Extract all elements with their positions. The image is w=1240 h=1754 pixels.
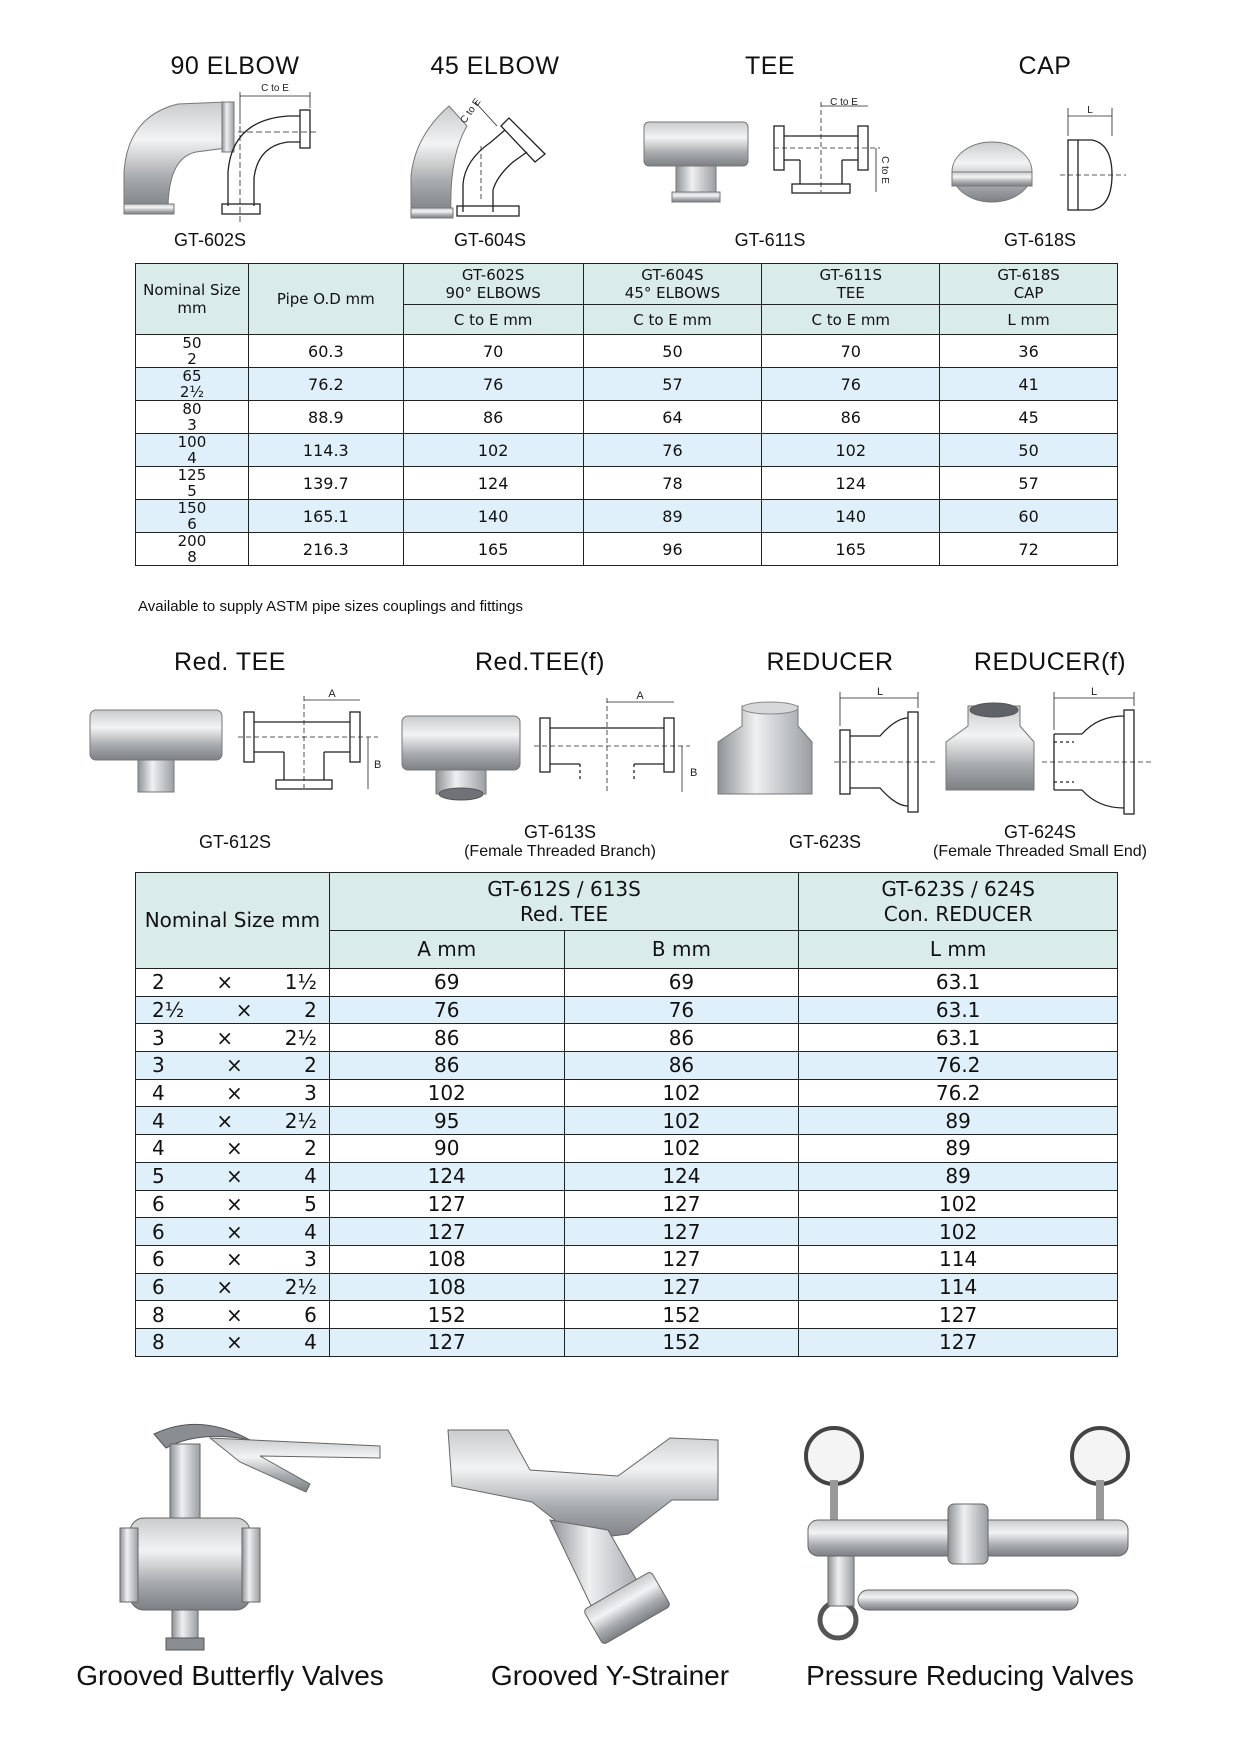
nominal-size-cell [136, 1024, 330, 1052]
dimension-cell: 76 [583, 434, 762, 467]
size-small: 4 [304, 1219, 317, 1244]
l-mm-cell: 63.1 [799, 996, 1118, 1024]
group-name: 45° ELBOWS [624, 284, 721, 302]
times-sign: × [226, 1247, 243, 1272]
l-mm-cell: 102 [799, 1218, 1118, 1246]
nominal-size-cell [136, 1301, 330, 1329]
b-mm-cell: 124 [564, 1162, 799, 1190]
reducer-f-dim-l: L [1090, 686, 1098, 698]
b-mm-cell: 127 [564, 1245, 799, 1273]
header-unit: C to E mm [403, 305, 583, 335]
a-mm-cell: 127 [329, 1328, 564, 1356]
red-tee-figure [88, 688, 388, 810]
nominal-size-cell [136, 434, 249, 467]
l-mm-cell: 76.2 [799, 1079, 1118, 1107]
size-mm: 80 [182, 400, 202, 418]
header-unit: C to E mm [583, 305, 762, 335]
nominal-size-cell [136, 467, 249, 500]
dimension-cell: 41 [940, 368, 1118, 401]
size-big: 5 [152, 1164, 165, 1189]
times-sign: × [226, 1081, 243, 1106]
dimension-cell: 50 [583, 335, 762, 368]
tee-dim-label: C to E [830, 97, 858, 108]
dimension-cell: 60 [940, 500, 1118, 533]
group-name: CAP [1013, 284, 1044, 302]
header-l-mm: L mm [799, 931, 1118, 969]
dimension-cell: 36 [940, 335, 1118, 368]
tee-photo [644, 122, 748, 202]
table-row [136, 1107, 1118, 1135]
pressure-reducing-valve-photo [798, 1420, 1138, 1650]
reducer-f-figure [942, 686, 1162, 816]
nominal-size-cell [136, 1135, 330, 1163]
size-small: 3 [304, 1247, 317, 1272]
size-small: 2½ [284, 1108, 317, 1133]
dimension-cell: 124 [403, 467, 583, 500]
b-mm-cell: 152 [564, 1301, 799, 1329]
size-small: 2½ [284, 1025, 317, 1050]
code-gt624s: GT-624S [1003, 822, 1077, 842]
nominal-size-cell [136, 1162, 330, 1190]
nominal-size-cell [136, 1245, 330, 1273]
b-mm-cell: 127 [564, 1218, 799, 1246]
l-mm-cell: 63.1 [799, 1024, 1118, 1052]
reducer-dim-l: L [876, 686, 884, 698]
dimension-cell: 165 [403, 533, 583, 566]
nominal-size-cell [136, 1190, 330, 1218]
table-row [136, 1328, 1118, 1356]
size-small: 1½ [284, 970, 317, 995]
elbow-45-dim-label: C to E [458, 96, 484, 126]
caption-butterfly-valves: Grooved Butterfly Valves [76, 1660, 384, 1691]
header-nominal-size: Nominal Size mm [136, 264, 249, 335]
dimension-cell: 165 [762, 533, 940, 566]
caption-y-strainer: Grooved Y-Strainer [490, 1660, 730, 1691]
size-big: 6 [152, 1219, 165, 1244]
red-tee-f-figure [400, 688, 710, 818]
table-row [136, 434, 1118, 467]
title-reducer-f: REDUCER(f) [973, 648, 1127, 676]
header-group-gt618s [940, 264, 1118, 305]
title-cap: CAP [1018, 52, 1072, 80]
b-mm-cell: 86 [564, 1052, 799, 1080]
size-inch: 8 [187, 548, 197, 566]
table-row [136, 1024, 1118, 1052]
nominal-size-cell [136, 1273, 330, 1301]
red-tee-f-photo [402, 716, 520, 800]
cap-drawing [1060, 108, 1126, 210]
b-mm-cell: 102 [564, 1079, 799, 1107]
times-sign: × [226, 1330, 243, 1355]
b-mm-cell: 69 [564, 969, 799, 997]
header-a-mm: A mm [329, 931, 564, 969]
a-mm-cell: 127 [329, 1190, 564, 1218]
group-name: TEE [836, 284, 865, 302]
table-row [136, 996, 1118, 1024]
times-sign: × [226, 1053, 243, 1078]
l-mm-cell: 114 [799, 1273, 1118, 1301]
table-row [136, 1245, 1118, 1273]
pipe-od-cell: 139.7 [248, 467, 403, 500]
table-row [136, 368, 1118, 401]
b-mm-cell: 102 [564, 1135, 799, 1163]
elbow-90-dim-label: C to E [261, 83, 289, 94]
size-mm: 65 [182, 367, 202, 385]
group-name: Red. TEE [519, 901, 609, 926]
header-pipe-od: Pipe O.D mm [248, 264, 403, 335]
nominal-size-cell [136, 1107, 330, 1135]
header-group-reducer [799, 873, 1118, 931]
dimension-cell: 64 [583, 401, 762, 434]
size-big: 6 [152, 1247, 165, 1272]
pipe-od-cell: 88.9 [248, 401, 403, 434]
group-code: GT-604S [641, 266, 704, 284]
title-red-tee: Red. TEE [174, 648, 286, 676]
red-tee-f-dim-b: B [690, 767, 698, 779]
group-code: GT-612S / 613S [487, 876, 641, 901]
dimension-cell: 72 [940, 533, 1118, 566]
elbow-45-figure [405, 96, 615, 226]
l-mm-cell: 63.1 [799, 969, 1118, 997]
code-gt623s: GT-623S [788, 832, 862, 852]
header-group-red-tee [329, 873, 798, 931]
code-gt604s: GT-604S [453, 230, 527, 250]
pipe-od-cell: 60.3 [248, 335, 403, 368]
title-tee: TEE [744, 52, 796, 80]
table-row [136, 1135, 1118, 1163]
size-big: 4 [152, 1108, 165, 1133]
size-big: 3 [152, 1025, 165, 1050]
size-big: 3 [152, 1053, 165, 1078]
title-red-tee-f: Red.TEE(f) [474, 648, 606, 676]
reducer-figure [712, 686, 952, 816]
table-row [136, 533, 1118, 566]
red-tee-dim-b: B [374, 759, 382, 771]
header-b-mm: B mm [564, 931, 799, 969]
tee-dim-label-vertical: C to E [879, 156, 890, 184]
size-inch: 5 [187, 482, 197, 500]
table-row [136, 1052, 1118, 1080]
table-row [136, 1190, 1118, 1218]
table-row [136, 1162, 1118, 1190]
nominal-size-cell [136, 996, 330, 1024]
size-mm: 200 [177, 532, 207, 550]
elbow-90-photo [124, 102, 234, 214]
a-mm-cell: 127 [329, 1218, 564, 1246]
l-mm-cell: 89 [799, 1135, 1118, 1163]
dimension-cell: 140 [403, 500, 583, 533]
nominal-size-cell [136, 500, 249, 533]
size-big: 2 [152, 970, 165, 995]
size-mm: 50 [182, 334, 202, 352]
header-group-gt611s [762, 264, 940, 305]
reducer-f-drawing [1042, 692, 1154, 814]
availability-note: Available to supply ASTM pipe sizes couplings and fittings [138, 598, 523, 615]
code-gt613s: GT-613S [523, 822, 597, 842]
b-mm-cell: 86 [564, 1024, 799, 1052]
b-mm-cell: 102 [564, 1107, 799, 1135]
size-big: 4 [152, 1136, 165, 1161]
table-row [136, 1218, 1118, 1246]
cap-figure [950, 104, 1140, 214]
dimension-cell: 102 [762, 434, 940, 467]
a-mm-cell: 124 [329, 1162, 564, 1190]
dimension-cell: 57 [940, 467, 1118, 500]
l-mm-cell: 127 [799, 1328, 1118, 1356]
red-tee-f-dim-a: A [636, 690, 644, 702]
cap-dim-label: L [1087, 105, 1093, 116]
times-sign: × [216, 1108, 234, 1133]
elbow-90-figure [118, 83, 348, 224]
times-sign: × [226, 1302, 243, 1327]
l-mm-cell: 102 [799, 1190, 1118, 1218]
times-sign: × [216, 1025, 234, 1050]
y-strainer-photo [438, 1420, 738, 1650]
a-mm-cell: 108 [329, 1273, 564, 1301]
size-big: 4 [152, 1081, 165, 1106]
red-tee-f-drawing [534, 698, 690, 792]
fittings-size-table [135, 263, 1118, 566]
group-code: GT-611S [819, 266, 882, 284]
header-group-gt604s [583, 264, 762, 305]
dimension-cell: 96 [583, 533, 762, 566]
code-gt602s: GT-602S [173, 230, 247, 250]
size-big: 6 [152, 1191, 165, 1216]
dimension-cell: 45 [940, 401, 1118, 434]
cap-photo [952, 142, 1032, 202]
b-mm-cell: 76 [564, 996, 799, 1024]
size-inch: 3 [187, 416, 197, 434]
size-inch: 2½ [179, 383, 204, 401]
size-small: 5 [304, 1191, 317, 1216]
size-big: 2½ [152, 998, 185, 1023]
size-big: 8 [152, 1330, 165, 1355]
code-gt612s: GT-612S [198, 832, 272, 852]
nominal-size-cell [136, 1328, 330, 1356]
group-code: GT-623S / 624S [881, 876, 1035, 901]
title-reducer: REDUCER [766, 648, 894, 676]
times-sign: × [216, 970, 234, 995]
title-90-elbow: 90 ELBOW [170, 52, 300, 80]
pipe-od-cell: 165.1 [248, 500, 403, 533]
table-row [136, 335, 1118, 368]
table-row [136, 1079, 1118, 1107]
size-inch: 4 [187, 449, 197, 467]
caption-pressure-reducing-valves: Pressure Reducing Valves [806, 1660, 1134, 1691]
table-row [136, 1273, 1118, 1301]
times-sign: × [226, 1136, 243, 1161]
pipe-od-cell: 216.3 [248, 533, 403, 566]
group-name: Con. REDUCER [883, 901, 1033, 926]
tee-figure [640, 96, 890, 216]
size-inch: 2 [187, 350, 197, 368]
reducing-size-table [135, 872, 1118, 1357]
butterfly-valve-photo [110, 1418, 400, 1658]
nominal-size-cell [136, 1052, 330, 1080]
sub-gt613s: (Female Threaded Branch) [464, 843, 656, 860]
reducer-f-photo [946, 703, 1034, 790]
size-small: 2 [304, 1136, 317, 1161]
b-mm-cell: 152 [564, 1328, 799, 1356]
dimension-cell: 78 [583, 467, 762, 500]
size-mm: 125 [177, 466, 207, 484]
size-big: 6 [152, 1274, 165, 1299]
dimension-cell: 70 [762, 335, 940, 368]
nominal-size-cell [136, 368, 249, 401]
table-row [136, 467, 1118, 500]
dimension-cell: 140 [762, 500, 940, 533]
l-mm-cell: 76.2 [799, 1052, 1118, 1080]
header-unit: L mm [940, 305, 1118, 335]
a-mm-cell: 76 [329, 996, 564, 1024]
size-big: 8 [152, 1302, 165, 1327]
group-code: GT-602S [461, 266, 525, 284]
red-tee-photo [90, 710, 222, 792]
b-mm-cell: 127 [564, 1273, 799, 1301]
dimension-cell: 70 [403, 335, 583, 368]
a-mm-cell: 86 [329, 1052, 564, 1080]
size-small: 4 [304, 1164, 317, 1189]
a-mm-cell: 108 [329, 1245, 564, 1273]
nominal-size-cell [136, 1079, 330, 1107]
dimension-cell: 50 [940, 434, 1118, 467]
tee-drawing [774, 102, 880, 193]
nominal-size-cell [136, 401, 249, 434]
code-gt611s: GT-611S [734, 230, 806, 250]
dimension-cell: 86 [762, 401, 940, 434]
elbow-90-drawing [222, 92, 318, 222]
reducer-photo [718, 702, 812, 794]
size-mm: 150 [177, 499, 207, 517]
times-sign: × [226, 1164, 243, 1189]
a-mm-cell: 90 [329, 1135, 564, 1163]
times-sign: × [226, 1191, 243, 1216]
size-small: 2 [304, 998, 317, 1023]
sub-gt624s: (Female Threaded Small End) [932, 843, 1148, 860]
dimension-cell: 89 [583, 500, 762, 533]
elbow-45-photo [411, 106, 467, 218]
times-sign: × [235, 998, 253, 1023]
times-sign: × [226, 1219, 243, 1244]
dimension-cell: 86 [403, 401, 583, 434]
l-mm-cell: 89 [799, 1162, 1118, 1190]
times-sign: × [216, 1274, 234, 1299]
a-mm-cell: 95 [329, 1107, 564, 1135]
nominal-size-cell [136, 533, 249, 566]
red-tee-dim-a: A [328, 688, 336, 700]
size-small: 4 [304, 1330, 317, 1355]
dimension-cell: 124 [762, 467, 940, 500]
code-gt618s: GT-618S [1003, 230, 1077, 250]
size-inch: 6 [187, 515, 197, 533]
l-mm-cell: 89 [799, 1107, 1118, 1135]
dimension-cell: 76 [403, 368, 583, 401]
pipe-od-cell: 114.3 [248, 434, 403, 467]
size-mm: 100 [177, 433, 207, 451]
a-mm-cell: 69 [329, 969, 564, 997]
size-small: 3 [304, 1081, 317, 1106]
a-mm-cell: 102 [329, 1079, 564, 1107]
nominal-size-cell [136, 1218, 330, 1246]
title-45-elbow: 45 ELBOW [430, 52, 560, 80]
l-mm-cell: 127 [799, 1301, 1118, 1329]
table-row [136, 1301, 1118, 1329]
header-unit: C to E mm [762, 305, 940, 335]
table-row [136, 500, 1118, 533]
red-tee-drawing [238, 696, 378, 789]
pipe-od-cell: 76.2 [248, 368, 403, 401]
nominal-size-cell [136, 969, 330, 997]
dimension-cell: 76 [762, 368, 940, 401]
size-small: 2½ [284, 1274, 317, 1299]
a-mm-cell: 152 [329, 1301, 564, 1329]
header-group-gt602s [403, 264, 583, 305]
dimension-cell: 102 [403, 434, 583, 467]
size-small: 6 [304, 1302, 317, 1327]
b-mm-cell: 127 [564, 1190, 799, 1218]
reducer-drawing [834, 692, 938, 812]
table-row [136, 401, 1118, 434]
nominal-size-cell [136, 335, 249, 368]
header-nominal-size: Nominal Size mm [136, 873, 330, 969]
l-mm-cell: 114 [799, 1245, 1118, 1273]
dimension-cell: 57 [583, 368, 762, 401]
group-code: GT-618S [997, 266, 1060, 284]
table-row [136, 969, 1118, 997]
size-small: 2 [304, 1053, 317, 1078]
a-mm-cell: 86 [329, 1024, 564, 1052]
group-name: 90° ELBOWS [445, 284, 541, 302]
